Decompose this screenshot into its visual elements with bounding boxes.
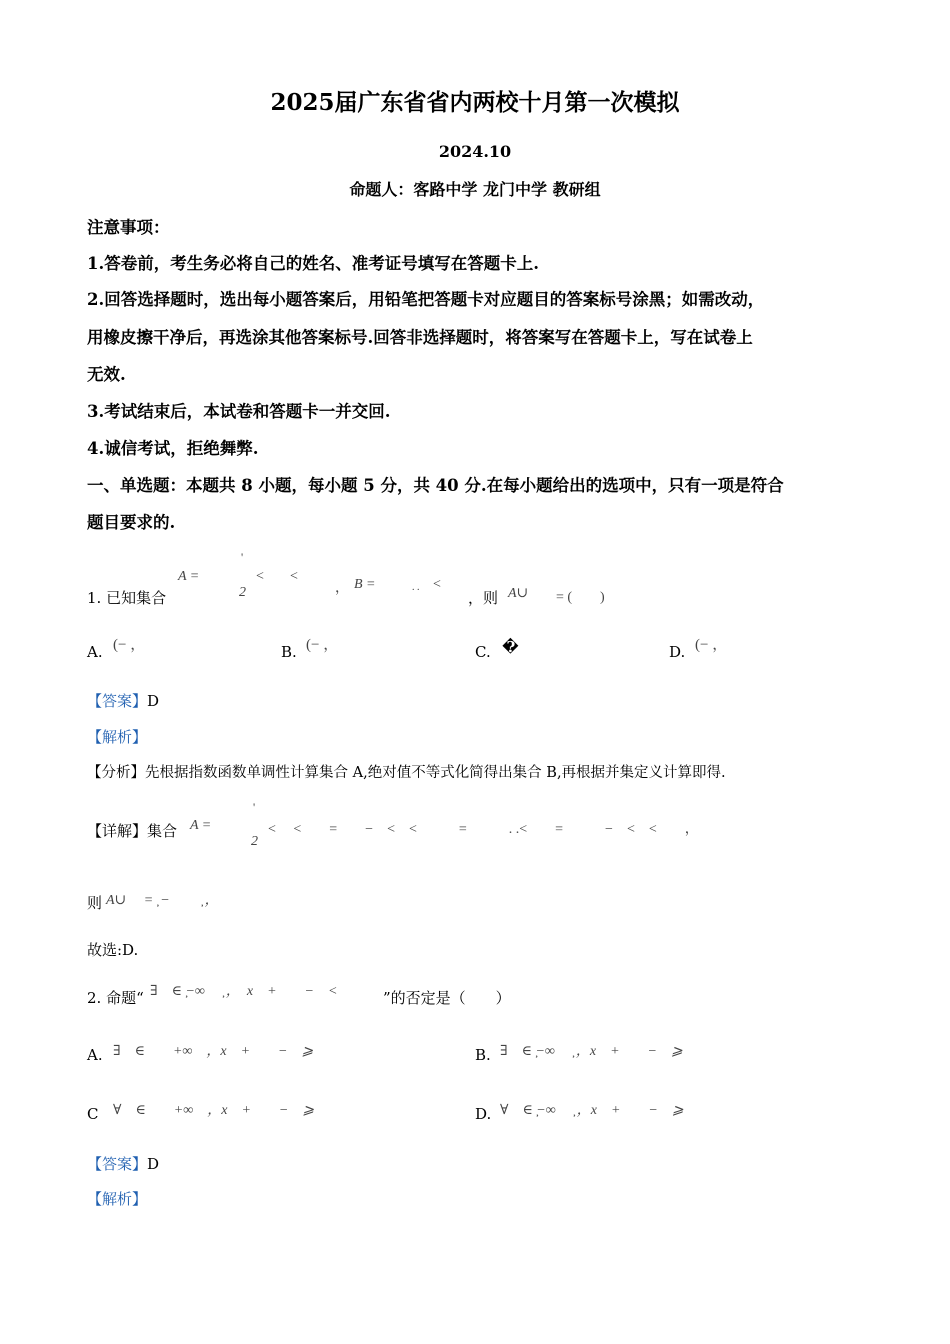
- q1-union-prefix: 则: [87, 894, 103, 912]
- q1-answer-tag: 【答案】: [87, 692, 148, 710]
- q2-option-c-expr: ∀ ∈ +∞ ，x + − ⩾: [113, 1103, 315, 1118]
- q1-set-a: A =: [178, 569, 200, 584]
- q1-two: 2: [239, 585, 246, 600]
- q1-lt-3: <: [433, 577, 441, 592]
- q1-then: ，则: [468, 589, 499, 607]
- section-1-line-1: 一、单选题：本题共 8 小题，每小题 5 分，共 40 分.在每小题给出的选项中，只有一项是符合: [87, 476, 784, 495]
- q1-conclusion: 故选:D.: [87, 941, 139, 959]
- q1-answer: D: [147, 692, 160, 710]
- q2-analysis-tag: 【解析】: [87, 1190, 148, 1208]
- q1-detail-tag: 【详解】: [87, 822, 148, 840]
- note-item-4: 4.诚信考试，拒绝舞弊.: [87, 439, 259, 458]
- q2-stem-suffix: ”的否定是（ ）: [383, 989, 511, 1007]
- section-1-line-2: 题目要求的.: [87, 513, 176, 532]
- q1-prefix: 1. 已知集合: [87, 589, 167, 607]
- q1-lt-2: <: [290, 569, 298, 584]
- q2-answer: D: [147, 1155, 160, 1173]
- q1-detail-set-a: A =: [190, 818, 212, 833]
- q1-analysis-tag: 【解析】: [87, 728, 148, 746]
- q1-detail-line: [87, 820, 177, 841]
- note-item-2-line-1: 2.回答选择题时，选出每小题答案后，用铅笔把答题卡对应题目的答案标号涂黑；如需改动，: [87, 290, 765, 309]
- q1-fenxi: 【分析】先根据指数函数单调性计算集合 A,绝对值不等式化简得出集合 B,再根据并集定义计算即得.: [87, 765, 726, 781]
- q2-option-d-expr: ∀ ∈ ̦−∞ ̦ ，x + − ⩾: [500, 1103, 684, 1118]
- q1-detail-text: 集合: [147, 822, 178, 840]
- q1-answer-line: [87, 690, 159, 711]
- q1-option-b-value: (− ，: [306, 637, 339, 653]
- q1-detail-expr: < < = − < < = . .< = − < < ，: [268, 822, 699, 837]
- q2-option-b-label: B.: [475, 1046, 491, 1064]
- q1-option-c-label: C.: [475, 643, 491, 661]
- note-item-3: 3.考试结束后，本试卷和答题卡一并交回.: [87, 402, 391, 421]
- q1-union: A∪: [508, 586, 529, 601]
- page-title: 2025届广东省省内两校十月第一次模拟: [270, 89, 680, 116]
- q2-answer-tag: 【答案】: [87, 1155, 148, 1173]
- note-item-2-line-3: 无效.: [87, 365, 126, 384]
- q1-option-a-value: (− ，: [113, 637, 146, 653]
- q1-option-c-value: �: [502, 640, 519, 656]
- notes-heading: 注意事项：: [87, 218, 170, 237]
- q1-option-a-label: A.: [87, 643, 103, 661]
- q1-option-d-value: (− ，: [695, 637, 728, 653]
- q1-tick: ': [241, 550, 244, 564]
- q2-stem-expr: ∃ ∈ ̦−∞ ̦ ， x + − <: [150, 984, 338, 999]
- q1-detail-two: 2: [251, 834, 258, 849]
- q1-option-d-label: D.: [669, 643, 686, 661]
- q1-union-expr: A∪ = ̦ − ̦ ，: [106, 893, 219, 908]
- note-item-2-line-2: 用橡皮擦干净后，再选涂其他答案标号.回答非选择题时，将答案写在答题卡上，写在试卷上: [87, 328, 753, 347]
- q1-comma: ，: [335, 581, 349, 596]
- note-item-1: 1.答卷前，考生务必将自己的姓名、准考证号填写在答题卡上.: [87, 254, 539, 273]
- exam-date: 2024.10: [438, 142, 512, 161]
- q1-detail-tick: ': [253, 800, 256, 814]
- q2-answer-line: [87, 1153, 159, 1174]
- q1-set-b-dots: . .: [412, 582, 420, 593]
- q2-option-a-label: A.: [87, 1046, 103, 1064]
- q2-option-d-label: D.: [475, 1105, 492, 1123]
- q2-option-b-expr: ∃ ∈ ̦−∞ ̦ ，x + − ⩾: [500, 1044, 683, 1059]
- q2-stem-prefix: 2. 命题“: [87, 989, 144, 1007]
- q1-eq-paren: = ( ): [556, 590, 605, 605]
- q2-option-c-label: C: [87, 1105, 99, 1123]
- q1-lt-1: <: [256, 569, 264, 584]
- q2-option-a-expr: ∃ ∈ +∞ ，x + − ⩾: [113, 1044, 314, 1059]
- exam-author: 命题人：客路中学 龙门中学 教研组: [349, 180, 601, 199]
- q1-option-b-label: B.: [281, 643, 297, 661]
- q1-set-b: B =: [354, 577, 376, 592]
